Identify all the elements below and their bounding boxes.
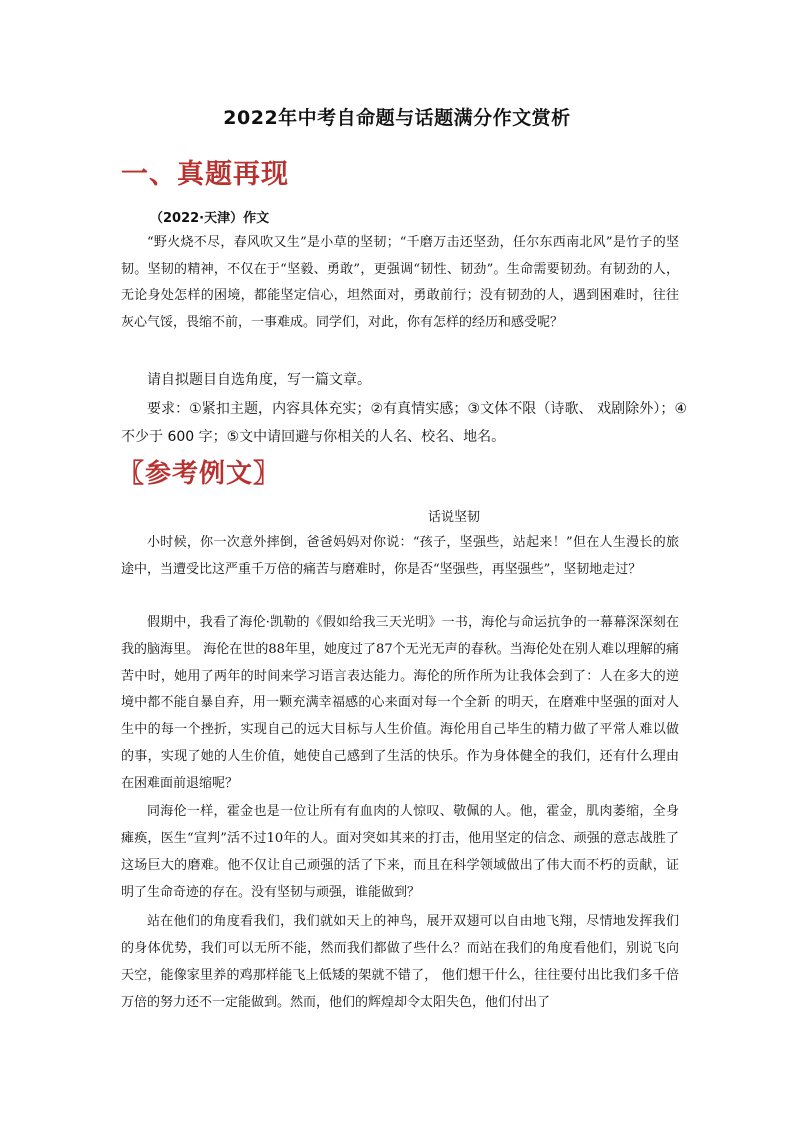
essay-paragraph-2: 假期中，我看了海伦·凯勒的《假如给我三天光明》一书，海伦与命运抗争的一幕幕深深刻在我的脑海里。 海伦在世的88年里，她度过了87个无光无声的春秋。当海伦处在别人难以理解的痛苦中时，她用了两年的时间来学习语言表达能力。海伦的所作所为让我体会到了：人在多大的逆境中都不能自暴自弃，用一颗充满幸福感的心来面对每一个全新 的明天，在磨难中坚强的面对人生中的每一个挫折，实现自己的远大目标与人生价值。海伦用自己毕生的精力做了平常人难以做的事，实现了她的人生价值，她使自己感到了生活的快乐。作为身体健全的我们，还有什么理由在困难面前退缩呢？ — [121, 615, 679, 791]
essay-paragraph-1: 小时候，你一次意外摔倒，爸爸妈妈对你说：“孩子，坚强些，站起来！”但在人生漫长的旅途中，当遭受比这严重千万倍的痛苦与磨难时，你是否“坚强些，再坚强些”，坚韧地走过？ — [121, 535, 679, 577]
prompt-paragraph: “野火烧不尽，春风吹又生”是小草的坚韧；“千磨万击还坚劲，任尔东西南北风”是竹子的坚韧。坚韧的精神，不仅在于“坚毅、勇敢”，更强调“韧性、韧劲”。生命需要韧劲。有韧劲的人，无论身处怎样的困境，都能坚定信心，坦然面对，勇敢前行；没有韧劲的人，遇到困难时，往往灰心气馁，畏缩不前，一事难成。同学们，对此，你有怎样的经历和感受呢？ — [121, 235, 679, 330]
prompt-source: （2022·天津）作文 — [150, 211, 270, 226]
requirements-text: 要求：①紧扣主题，内容具体充实；②有真情实感；③文体不限（诗歌、 戏剧除外）；④不少于 600 字；⑤文中请回避与你相关的人名、校名、地名。 — [121, 401, 687, 445]
section-heading: 一、真题再现 — [121, 159, 289, 190]
instruction-text: 请自拟题目自选角度，写一篇文章。 — [147, 372, 371, 388]
essay-paragraph-4: 站在他们的角度看我们，我们就如天上的神鸟，展开双翅可以自由地飞翔，尽情地发挥我们的身体优势，我们可以无所不能，然而我们都做了些什么？而站在我们的角度看他们，别说飞向天空，能像家里养的鸡那样能飞上低矮的架就不错了， 他们想干什么，往往要付出比我们多千倍万倍的努力还不一定能做到。然而，他们的辉煌却令太阳失色，他们付出了 — [121, 914, 679, 1010]
reference-heading: 〖参考例文〗 — [118, 459, 281, 489]
document-title: 2022年中考自命题与话题满分作文赏析 — [223, 107, 571, 129]
essay-paragraph-3: 同海伦一样，霍金也是一位让所有有血肉的人惊叹、敬佩的人。他，霍金，肌肉萎缩，全身瘫痪，医生“宣判”活不过10年的人。面对突如其来的打击，他用坚定的信念、顽强的意志战胜了这场巨大的磨难。他不仅让自己顽强的活了下来，而且在科学领域做出了伟大而不朽的贡献，证明了生命奇迹的存在。没有坚韧与顽强，谁能做到？ — [121, 804, 679, 900]
essay-title: 话说坚韧 — [428, 510, 481, 525]
